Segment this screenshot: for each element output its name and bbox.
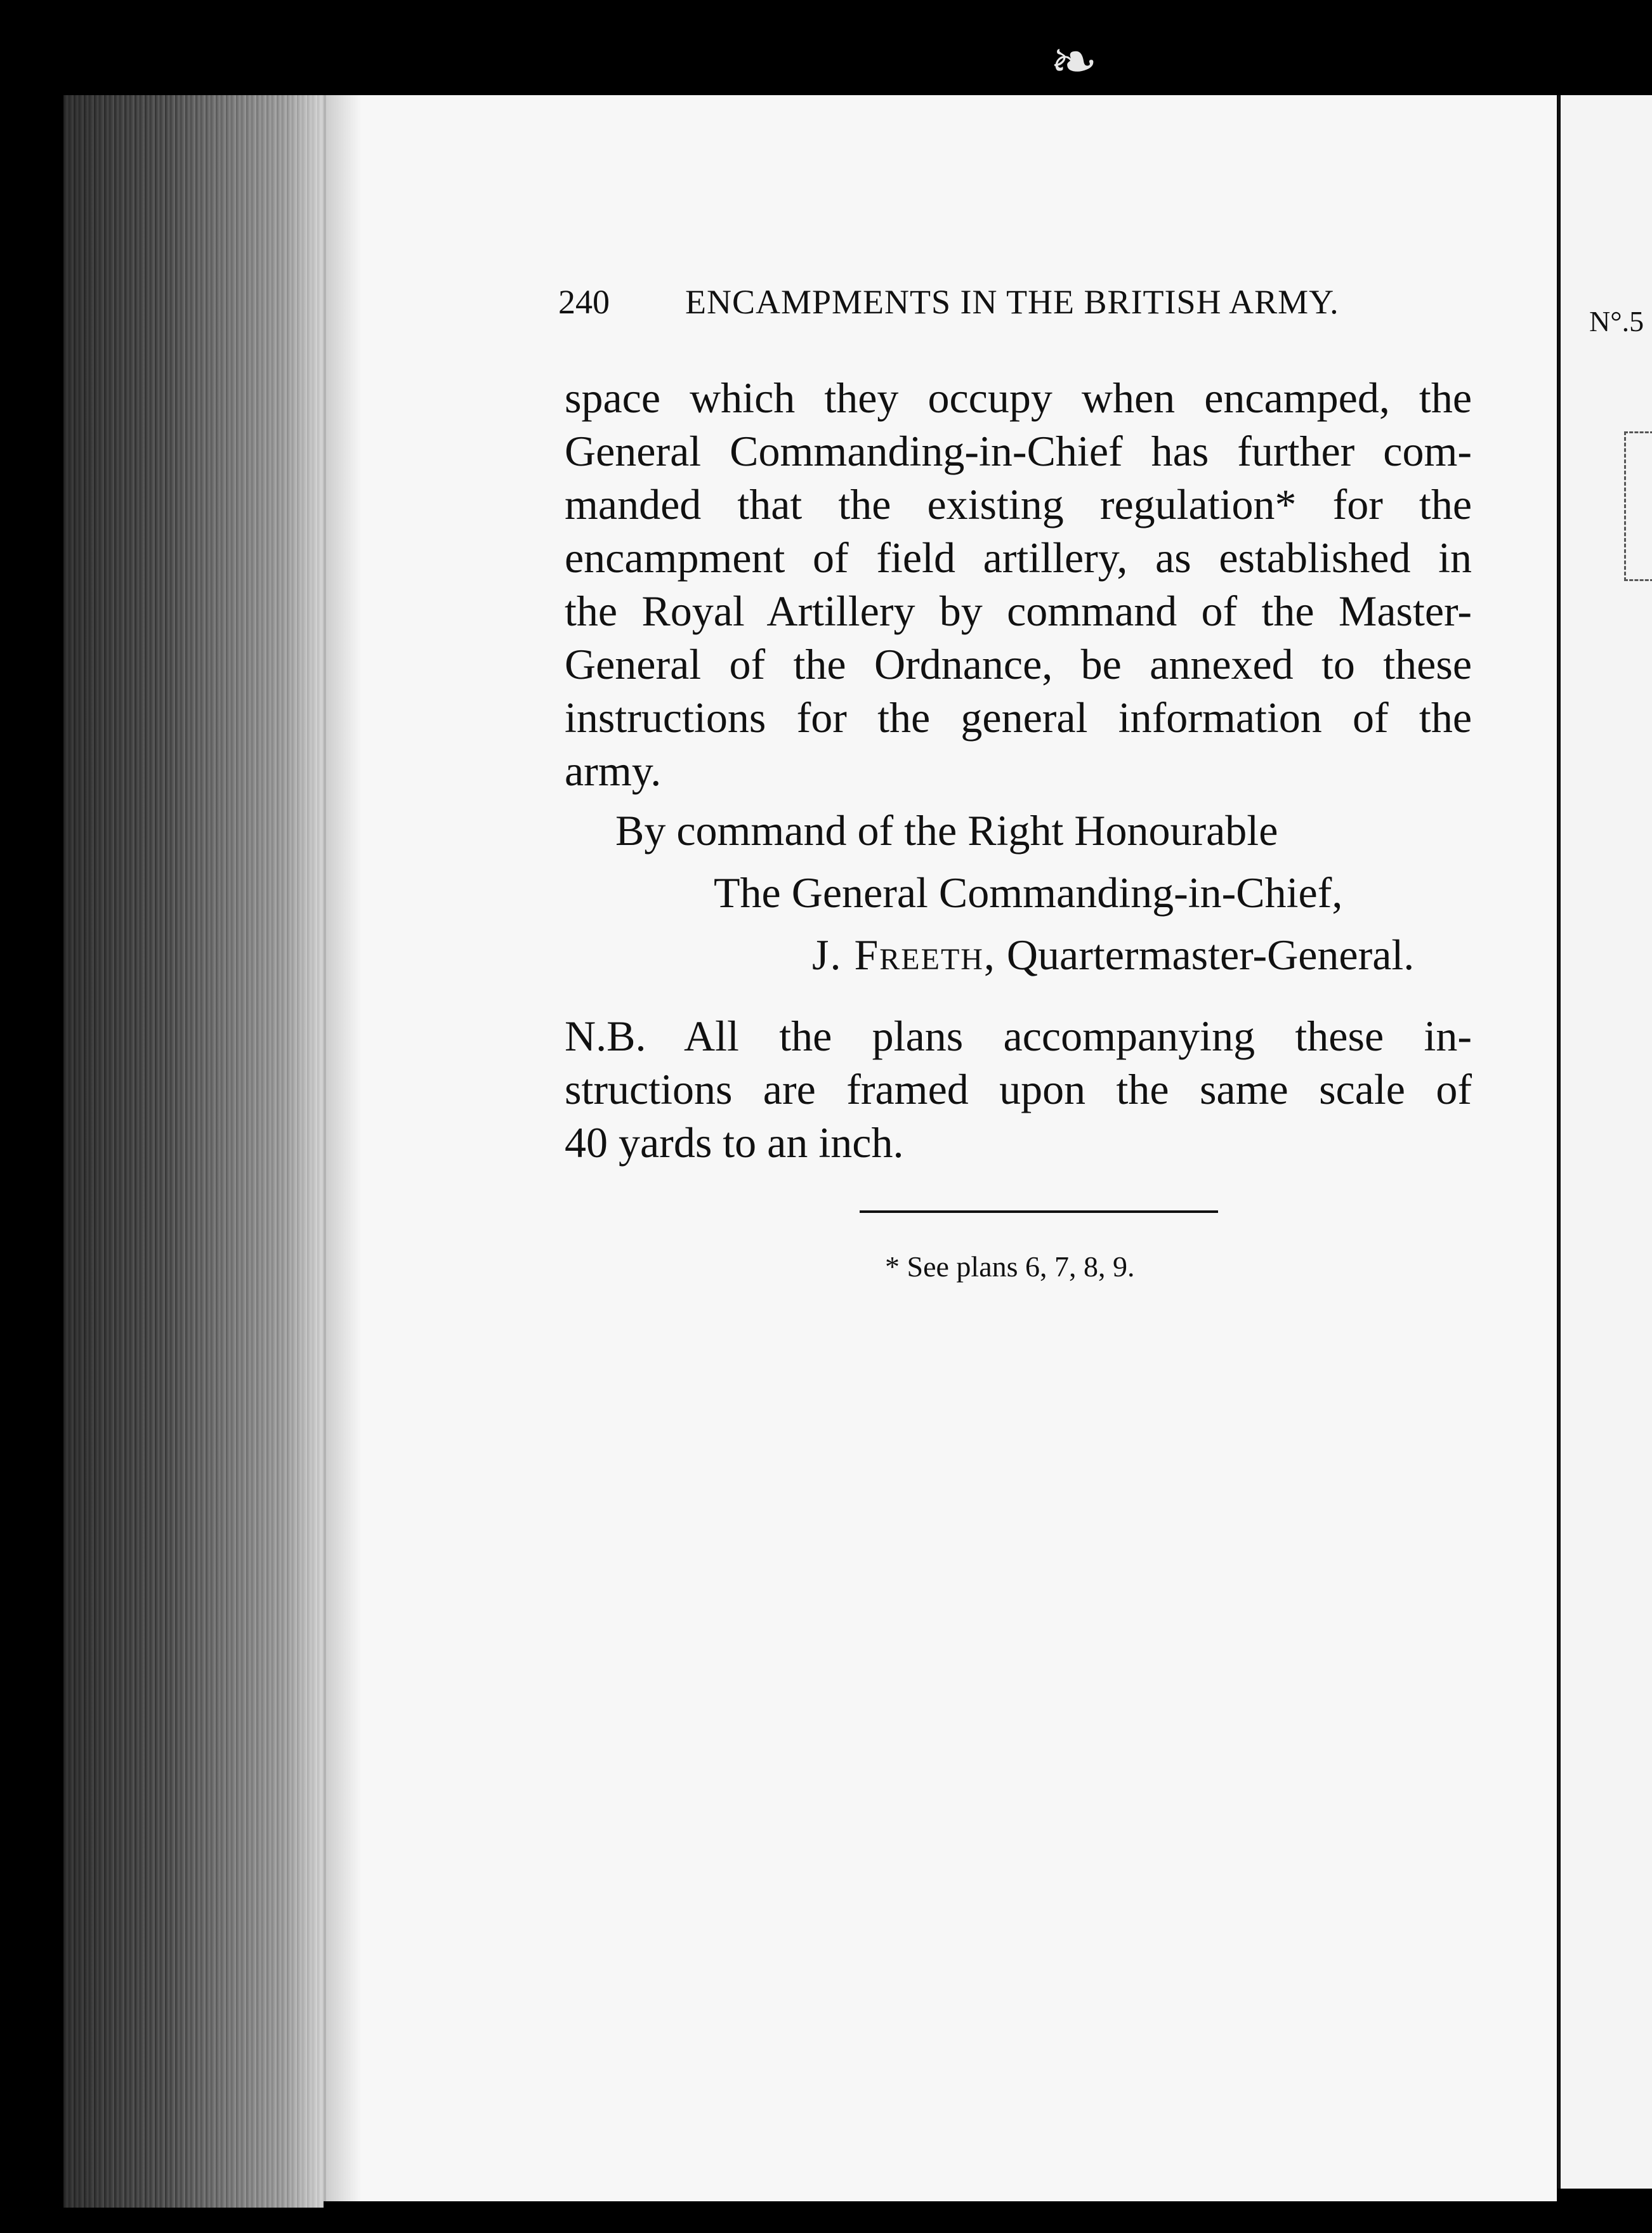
- body-line: General of the Ordnance, be annexed to these: [565, 640, 1472, 688]
- signatory-name: J. Freeth,: [812, 931, 996, 979]
- facing-page-diagram-border: [1624, 431, 1652, 581]
- book-fore-edge: [63, 95, 324, 2208]
- body-line: the Royal Artillery by command of the Master-: [565, 587, 1472, 635]
- main-text: [565, 371, 1472, 1169]
- body-line: manded that the existing regulation* for the: [565, 480, 1472, 528]
- note-line: structions are framed upon the same scale of: [565, 1065, 1472, 1113]
- facing-page: [1557, 95, 1652, 2189]
- body-line: General Commanding-in-Chief has further com-: [565, 427, 1472, 475]
- note-line: 40 yards to an inch.: [565, 1118, 904, 1167]
- signature-line-2: The General Commanding-in-Chief,: [714, 868, 1343, 917]
- ornament-icon: ❧: [1050, 31, 1098, 94]
- body-line: encampment of field artillery, as established in: [565, 534, 1472, 582]
- footnote: * See plans 6, 7, 8, 9.: [885, 1250, 1135, 1283]
- signature-line-1: By command of the Right Honourable: [615, 806, 1278, 855]
- note-line: N.B. All the plans accompanying these in-: [565, 1012, 1472, 1060]
- signature-line-3: [565, 928, 1472, 981]
- page-number: 240: [558, 283, 610, 321]
- body-line: instructions for the general information of the: [565, 693, 1472, 742]
- body-line: army.: [565, 747, 662, 795]
- signatory-title: Quartermaster-General.: [1006, 931, 1415, 979]
- gutter-shadow: [324, 95, 362, 2201]
- facing-page-label: N°.5: [1589, 305, 1644, 337]
- footnote-rule: [860, 1210, 1218, 1213]
- body-line: space which they occupy when encamped, the: [565, 374, 1472, 422]
- running-header: [558, 282, 1396, 322]
- running-title: ENCAMPMENTS IN THE BRITISH ARMY.: [685, 283, 1339, 321]
